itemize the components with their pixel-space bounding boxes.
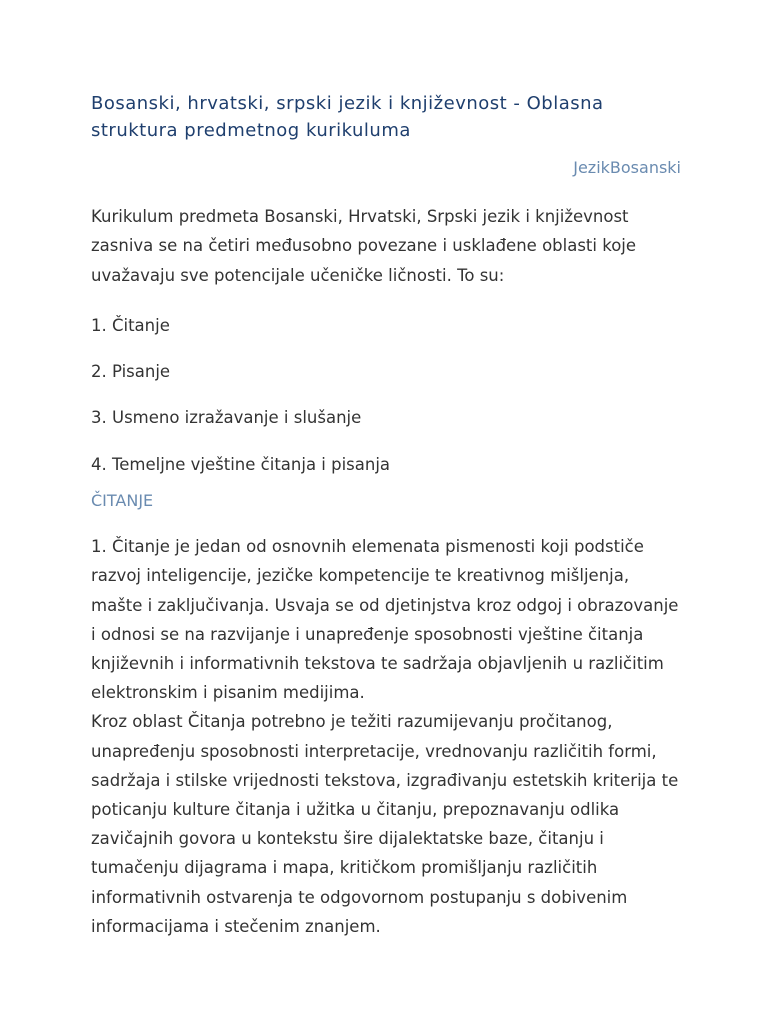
area-item-usmeno-izrazavanje: 3. Usmeno izražavanje i slušanje bbox=[91, 408, 362, 428]
category-tag-link[interactable]: JezikBosanski bbox=[573, 158, 681, 177]
area-item-citanje: 1. Čitanje bbox=[91, 316, 170, 336]
area-item-pisanje: 2. Pisanje bbox=[91, 362, 171, 382]
document-title: Bosanski, hrvatski, srpski jezik i književnost - Oblasna struktura predmetnog kurikuluma bbox=[91, 93, 604, 141]
body-paragraph bbox=[91, 532, 681, 941]
intro-paragraph: Kurikulum predmeta Bosanski, Hrvatski, Srpski jezik i književnost zasniva se na četiri međusobno povezane i usklađene oblasti koje uvažavaju sve potencijale učeničke ličnosti. To su: bbox=[91, 207, 637, 285]
area-item-temeljne-vjestine: 4. Temeljne vještine čitanja i pisanja bbox=[91, 455, 391, 475]
body-paragraph-part-1: 1. Čitanje je jedan od osnovnih elemenata pismenosti koji podstiče razvoj inteligencije, jezičke kompetencije te kreativnog mišljenja, mašte i zaključivanja. Usvaja se od djetinjstva kroz odgoj i obrazovanje i odnosi se na razvijanje i unapređenje sposobnosti vještine čitanja književnih i informativnih tekstova te sadržaja objavljenih u različitim elektronskim i pisanim medijima. bbox=[91, 537, 679, 703]
section-heading: ČITANJE bbox=[91, 491, 154, 511]
document-page bbox=[91, 90, 681, 941]
body-paragraph-part-2: Kroz oblast Čitanja potrebno je težiti razumijevanju pročitanog, unapređenju sposobnosti interpretacije, vrednovanju različitih formi, sadržaja i stilske vrijednosti tekstova, izgrađivanju estetskih kriterija te poticanju kulture čitanja i užitka u čitanju, prepoznavanju odlika zavičajnih govora u kontekstu šire dijalektatske baze, čitanju i tumačenju dijagrama i mapa, kritičkom promišljanju različitih informativnih ostvarenja te odgovornom postupanju s dobivenim informacijama i stečenim znanjem. bbox=[91, 712, 679, 936]
